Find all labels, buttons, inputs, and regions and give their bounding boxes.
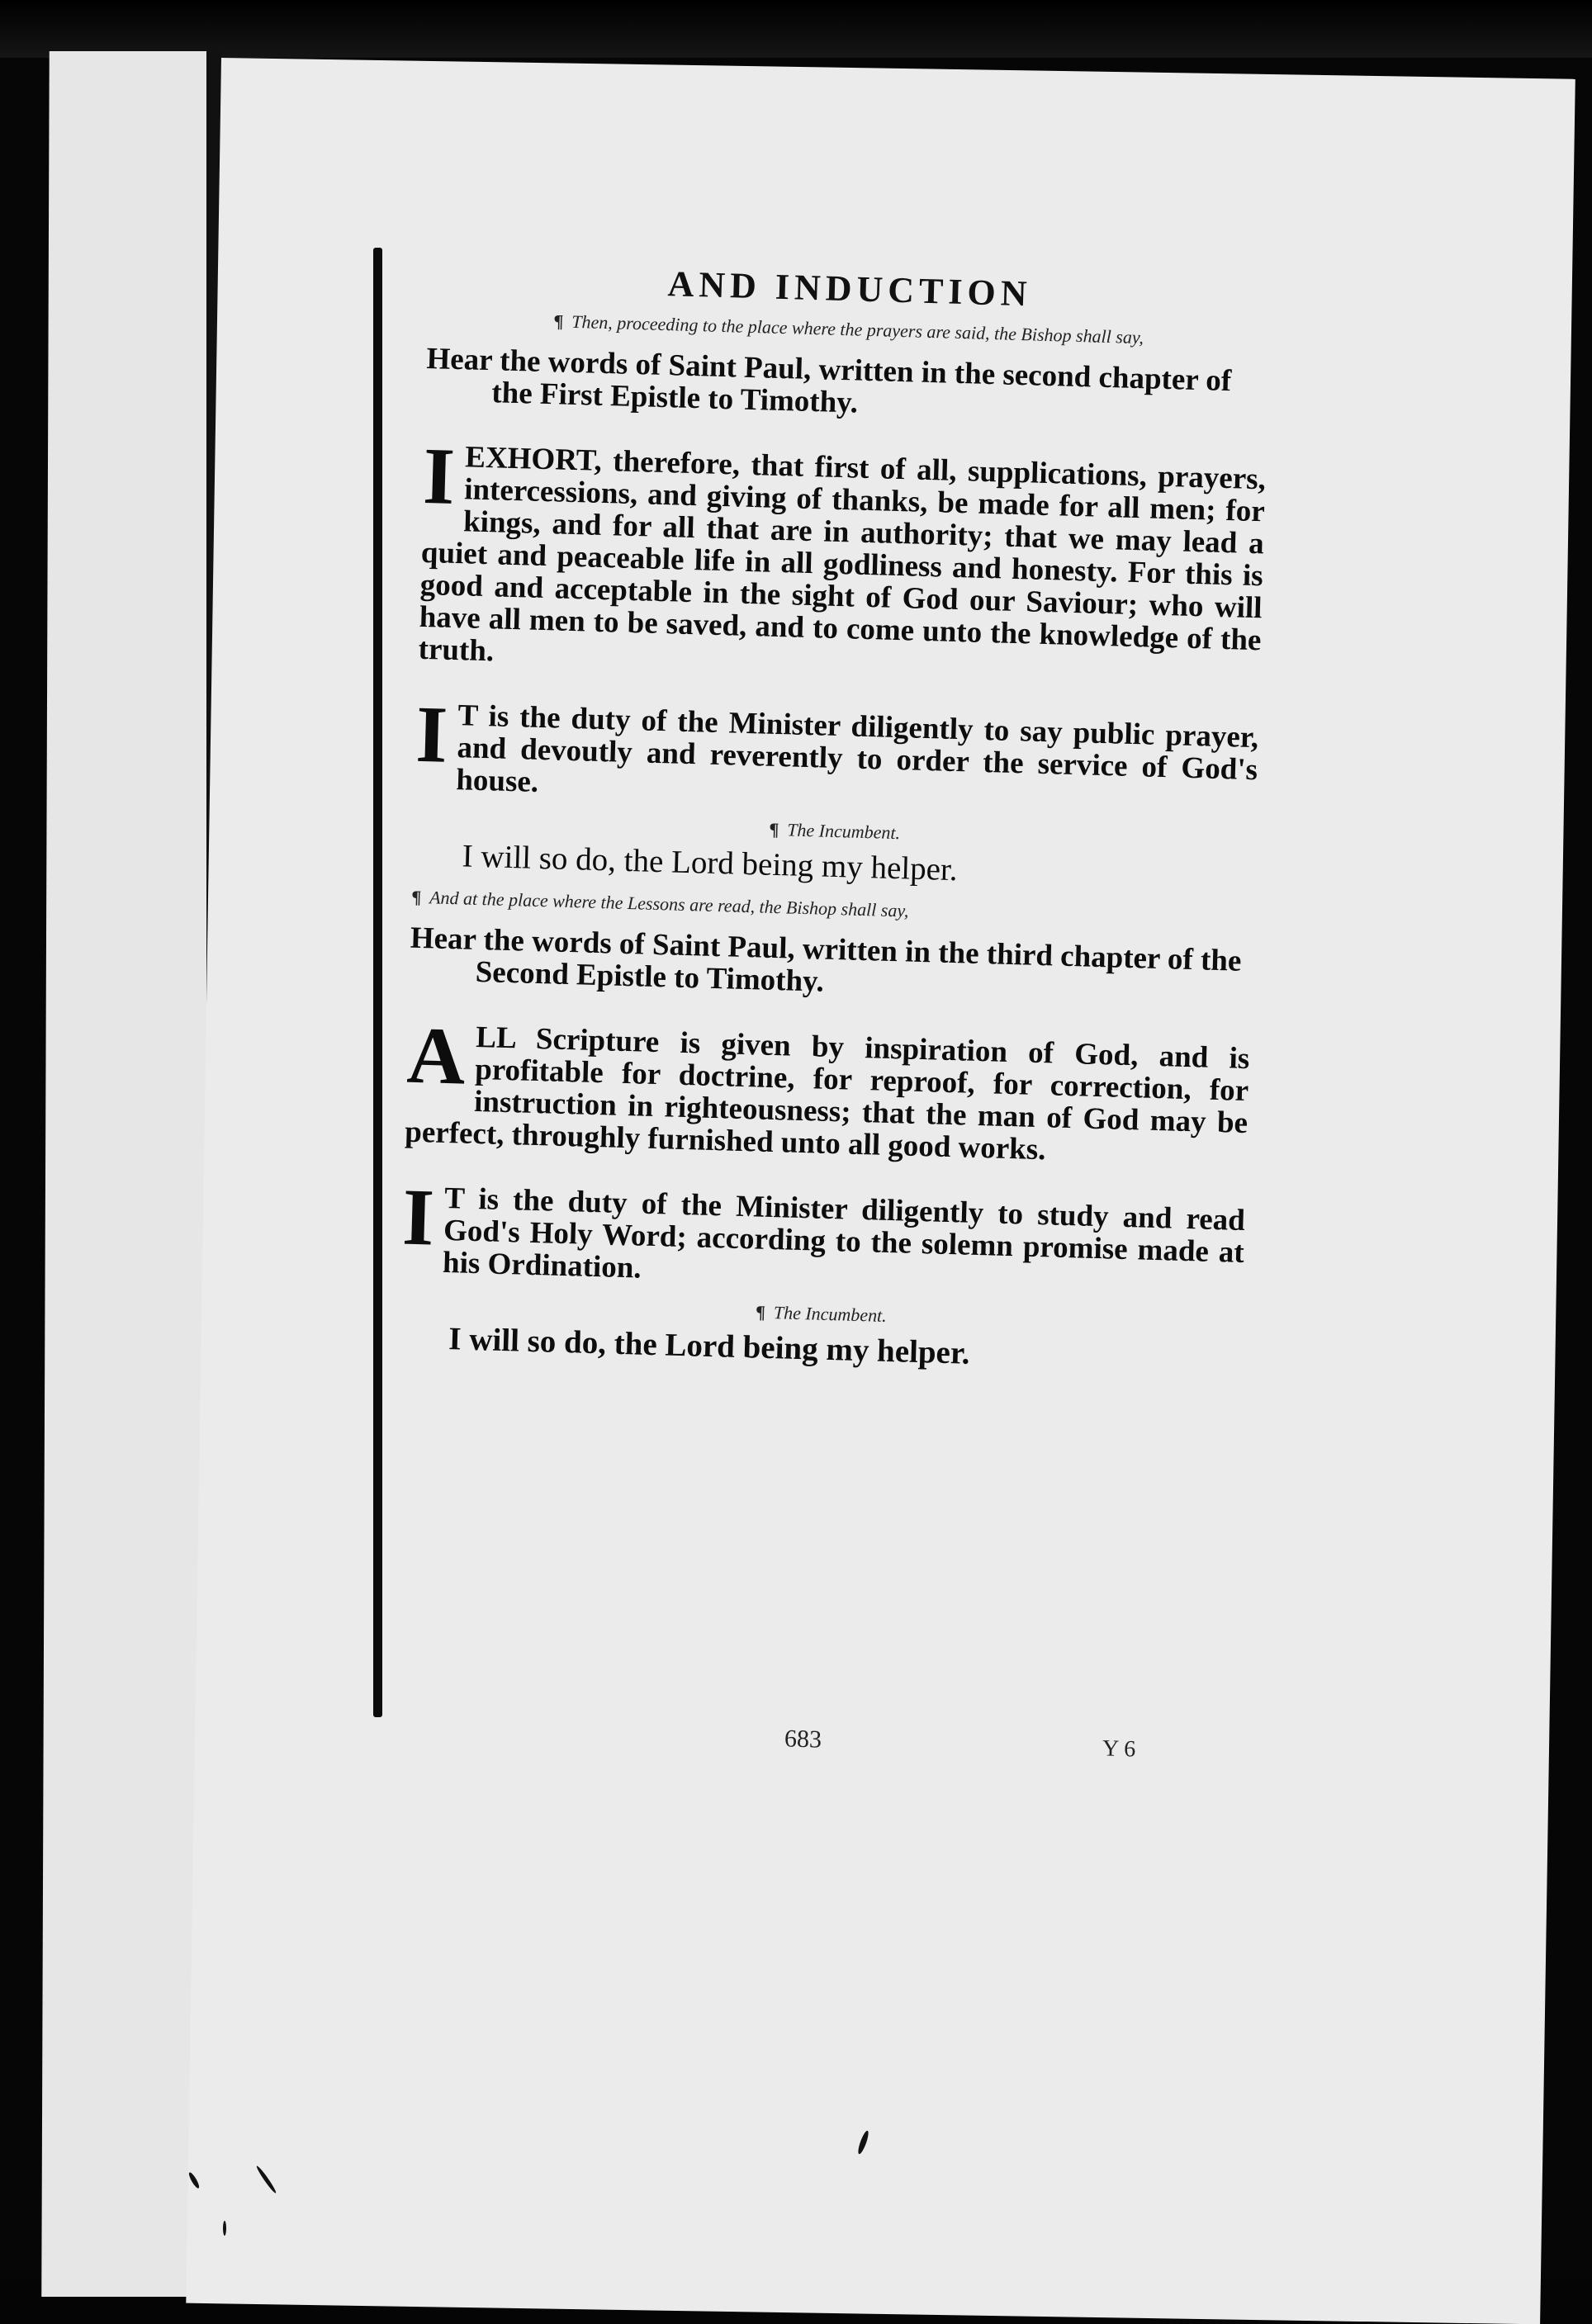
drop-cap: A: [405, 1011, 467, 1102]
page-heading: AND INDUCTION: [666, 263, 1033, 315]
pilcrow-icon: ¶: [755, 1301, 766, 1323]
drop-cap: I: [400, 1172, 436, 1263]
drop-cap: I: [422, 431, 457, 522]
top-shadow: [0, 0, 1592, 58]
drop-cap: I: [415, 689, 449, 780]
rubric-incumbent: ¶ The Incumbent.: [769, 818, 901, 844]
pilcrow-icon: ¶: [553, 310, 564, 332]
pilcrow-icon: ¶: [410, 886, 422, 908]
page-number: 683: [784, 1725, 822, 1754]
incumbent-response: I will so do, the Lord being my helper.: [448, 1321, 971, 1371]
margin-rule: [373, 248, 382, 1717]
rubric-bishop-prayers: ¶ Then, proceeding to the place where the prayers are said, the Bishop shall say,: [553, 310, 1144, 348]
signature-mark: Y 6: [1102, 1735, 1136, 1763]
dust-speck: [223, 2221, 226, 2236]
duty-public-prayer-paragraph: I T is the duty of the Minister diligently to say public prayer, and devoutly and reverently to order the service of God's house.: [415, 689, 1259, 799]
scripture-inspiration-paragraph: ALL Scripture is given by inspiration of God, and is profitable for doctrine, for reproof, for correction, for instruction in righteousness; that the man of God may be perfect, throughly furnished unto all good works.: [404, 1011, 1250, 1167]
pilcrow-icon: ¶: [769, 818, 779, 840]
left-page-edge: [41, 51, 210, 2297]
rubric-incumbent: ¶ The Incumbent.: [755, 1301, 888, 1326]
incumbent-response: I will so do, the Lord being my helper.: [462, 838, 959, 888]
reading-intro-second-timothy: Hear the words of Saint Paul, written in the third chapter of the Second Epistle to Timothy.: [410, 921, 1242, 999]
page-content: [399, 256, 1272, 1379]
rubric-bishop-lessons: ¶ And at the place where the Lessons are read, the Bishop shall say,: [410, 886, 909, 921]
reading-intro-first-timothy: Hear the words of Saint Paul, written in the second chapter of the First Epistle to Timothy.: [425, 341, 1232, 420]
exhortation-paragraph: IEXHORT, therefore, that first of all, supplications, prayers, intercessions, and giving of thanks, be made for all men; for kings, and for all that are in authority; that we may lead a quiet and peaceable life in all godliness and honesty. For this is good and acceptable in the sight of God our Saviour; who will have all men to be saved, and to come unto the knowledge of the truth.: [418, 431, 1267, 669]
duty-study-paragraph: I T is the duty of the Minister diligently to study and read God's Holy Word; according to the solemn promise made at his Ordination.: [400, 1172, 1246, 1285]
